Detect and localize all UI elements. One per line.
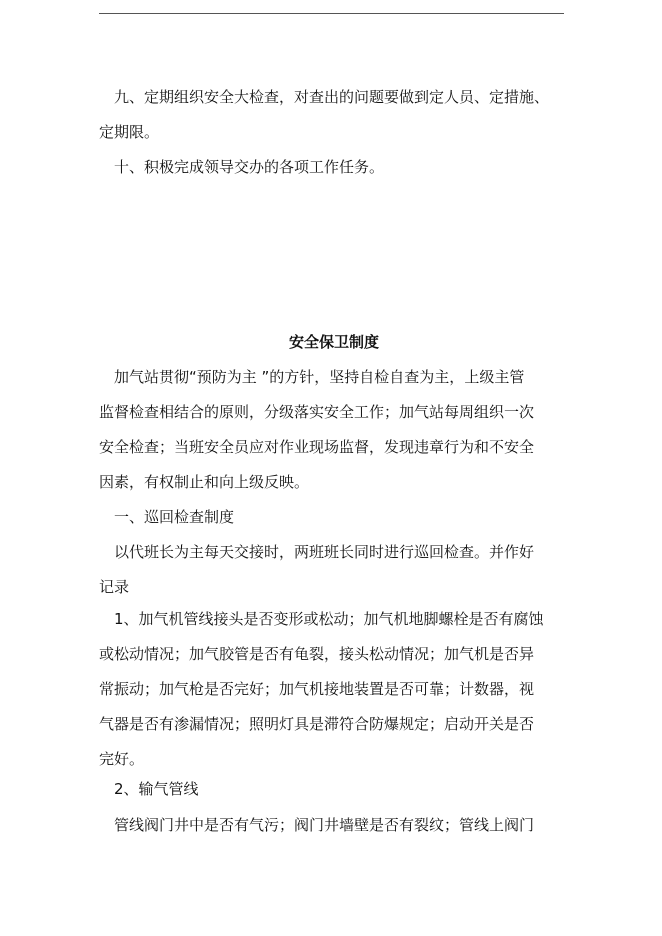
subsection-1-heading-text: 一、巡回检查制度 [99, 508, 235, 526]
item-1-line-4: 气器是否有渗漏情况；照明灯具是滞符合防爆规定；启动开关是否 [99, 715, 535, 733]
subsection-1-line-1: 以代班长为主每天交接时，两班班长同时进行巡回检查。并作好 [99, 543, 535, 561]
intro-line-3: 安全检查；当班安全员应对作业现场监督，发现违章行为和不安全 [99, 438, 535, 456]
intro-line-1: 加气站贯彻“预防为主 ”的方针，坚持自检自查为主，上级主管 [99, 368, 525, 386]
item-1-line-5: 完好。 [99, 750, 145, 768]
item-9-line-2: 定期限。 [99, 123, 160, 141]
subsection-1-text [99, 535, 569, 605]
item-10-line-1: 十、积极完成领导交办的各项工作任务。 [99, 158, 385, 176]
item-1-line-2: 或松动情况；加气胶管是否有龟裂，接头松动情况；加气机是否异 [99, 645, 535, 663]
item-1-line-1: 1、加气机管线接头是否变形或松动；加气机地脚螺栓是否有腐蚀 [99, 610, 544, 628]
intro-paragraph [99, 360, 569, 500]
intro-line-4: 因素，有权制止和向上级反映。 [99, 473, 310, 491]
item-2-line-1: 管线阀门井中是否有气污；阀门井墙壁是否有裂纹；管线上阀门 [99, 816, 535, 834]
item-2-heading-text: 2、输气管线 [99, 780, 199, 798]
section-title: 安全保卫制度 [288, 333, 379, 351]
item-1 [99, 602, 569, 777]
item-1-line-3: 常振动；加气枪是否完好；加气机接地装置是否可靠；计数器，视 [99, 680, 535, 698]
item-9 [99, 80, 569, 150]
item-10 [99, 150, 569, 185]
item-2-heading [99, 772, 569, 807]
item-9-line-1: 九、定期组织安全大检查，对查出的问题要做到定人员、定措施、 [99, 88, 550, 106]
subsection-1-heading [99, 500, 569, 535]
intro-line-2: 监督检查相结合的原则，分级落实安全工作；加气站每周组织一次 [99, 403, 535, 421]
item-2-text [99, 808, 569, 843]
subsection-1-line-2: 记录 [99, 578, 130, 596]
header-rule [99, 13, 564, 14]
